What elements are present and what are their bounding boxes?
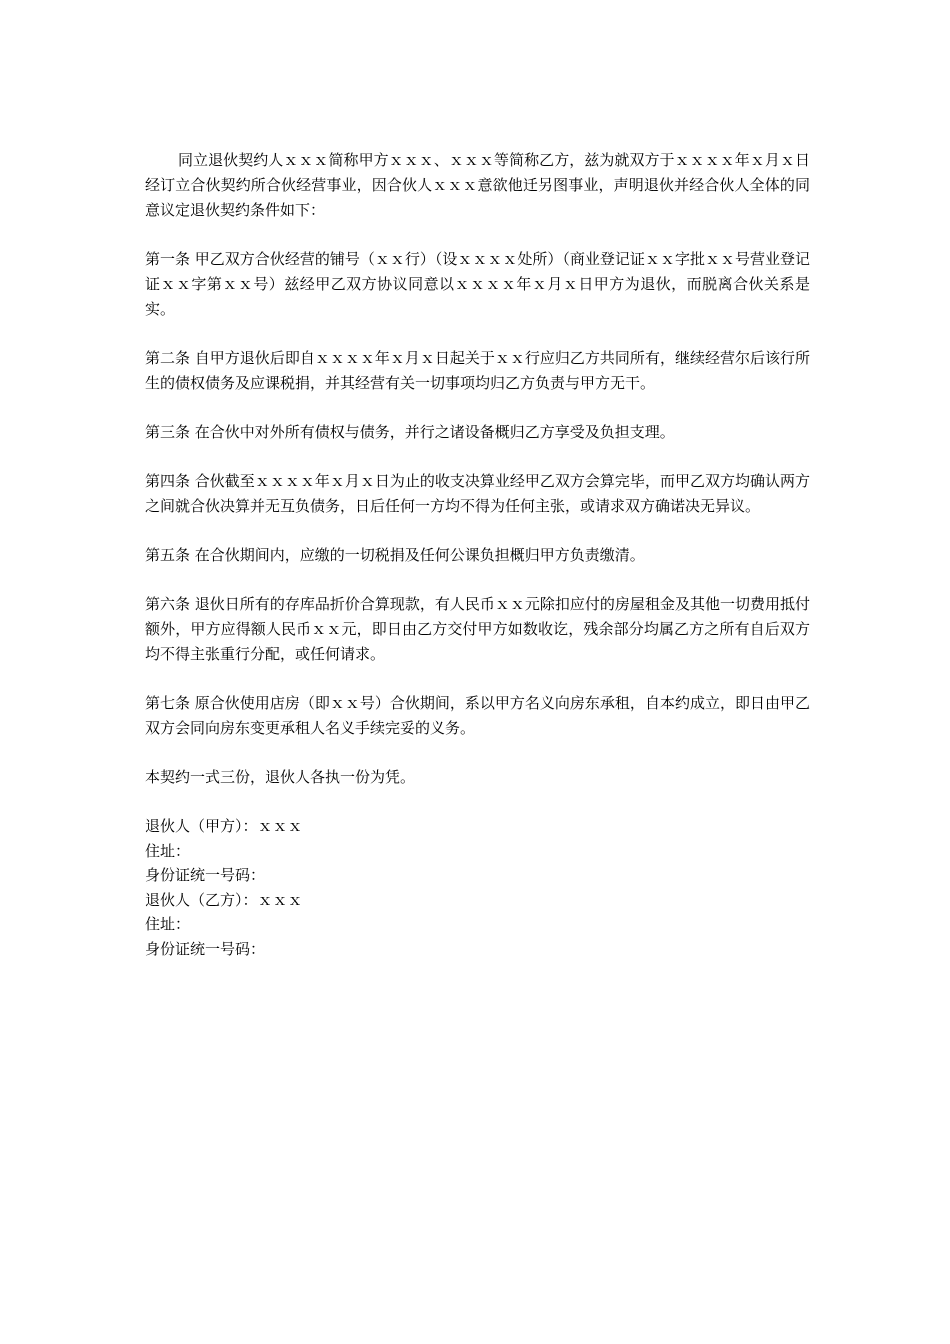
party-b-address: 住址：	[145, 915, 191, 933]
party-b-id-number: 身份证统一号码：	[145, 939, 266, 958]
intro-paragraph: 同立退伙契约人ｘｘｘ简称甲方ｘｘｘ、ｘｘｘ等简称乙方，兹为就双方于ｘｘｘｘ年ｘ月ｘ日经订立合伙契约所合伙经营事业，因合伙人ｘｘｘ意欲他迁另图事业，声明退伙并经合伙人全体的同意议定退伙契约条件如下：	[145, 151, 810, 219]
article-5: 第五条 在合伙期间内，应缴的一切税捐及任何公课负担概归甲方负责缴清。	[145, 546, 645, 564]
article-6: 第六条 退伙日所有的存库品折价合算现款，有人民币ｘｘ元除扣应付的房屋租金及其他一切费用抵付额外，甲方应得额人民币ｘｘ元，即日由乙方交付甲方如数收讫，残余部分均属乙方之所有自后双方均不得主张重行分配，或任何请求。	[145, 595, 810, 663]
article-4: 第四条 合伙截至ｘｘｘｘ年ｘ月ｘ日为止的收支决算业经甲乙双方会算完毕，而甲乙双方均确认两方之间就合伙决算并无互负债务，日后任何一方均不得为任何主张，或请求双方确诺决无异议。	[145, 472, 810, 515]
article-3: 第三条 在合伙中对外所有债权与债务，并行之诸设备概归乙方享受及负担支理。	[145, 423, 675, 441]
closing-paragraph: 本契约一式三份，退伙人各执一份为凭。	[145, 768, 416, 786]
party-a-name: 退伙人（甲方）：ｘｘｘ	[145, 817, 303, 835]
article-2: 第二条 自甲方退伙后即自ｘｘｘｘ年ｘ月ｘ日起关于ｘｘ行应归乙方共同所有，继续经营尔后该行所生的债权债务及应课税捐，并其经营有关一切事项均归乙方负责与甲方无干。	[145, 349, 810, 392]
signature-block	[145, 814, 810, 961]
article-1: 第一条 甲乙双方合伙经营的铺号（ｘｘ行）（设ｘｘｘｘ处所）（商业登记证ｘｘ字批ｘｘ号营业登记证ｘｘ字第ｘｘ号）兹经甲乙双方协议同意以ｘｘｘｘ年ｘ月ｘ日甲方为退伙，而脱离合伙关系是实。	[145, 250, 810, 318]
document-page	[145, 148, 810, 961]
party-a-address: 住址：	[145, 841, 191, 860]
party-a-id-number: 身份证统一号码：	[145, 866, 266, 884]
article-7: 第七条 原合伙使用店房（即ｘｘ号）合伙期间，系以甲方名义向房东承租，自本约成立，即日由甲乙双方会同向房东变更承租人名义手续完妥的义务。	[145, 694, 810, 737]
party-b-name: 退伙人（乙方）：ｘｘｘ	[145, 890, 303, 909]
